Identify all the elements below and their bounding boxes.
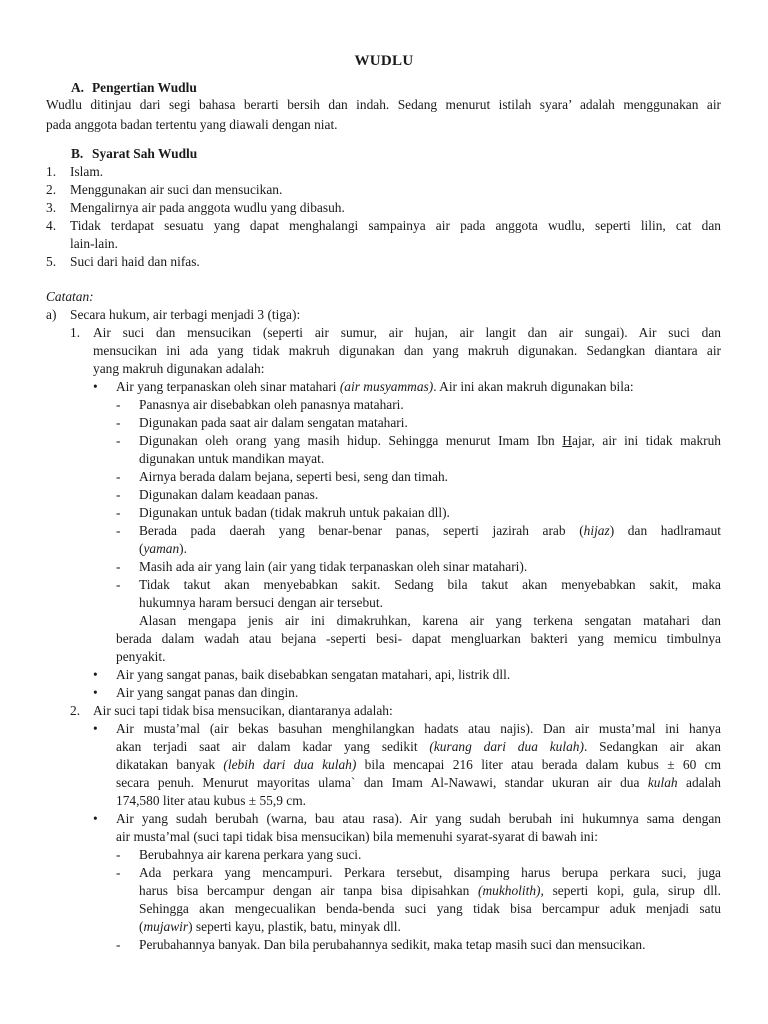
list-item-number: 1. bbox=[46, 164, 57, 179]
bullet-icon: • bbox=[93, 811, 98, 826]
sub-item-text: Panasnya air disebabkan oleh panasnya matahari. bbox=[139, 397, 404, 412]
section-a-marker: A. bbox=[71, 80, 85, 95]
sub-item-text: harus bisa bercampur dengan air tanpa bisa dipisahkan (mukholith), seperti kopi, gula, sirup dll. bbox=[139, 883, 721, 898]
sub-item-text: Sehingga akan mengecualikan benda-benda suci yang tidak bisa bercampur aduk menjadi satu bbox=[139, 901, 721, 916]
bullet-text: Air musta’mal (air bekas basuhan menghilangkan hadats atau najis). Dan air musta’mal ini hanya bbox=[116, 721, 721, 736]
section-a-heading: Pengertian Wudlu bbox=[92, 80, 197, 95]
dash-icon: - bbox=[116, 505, 121, 520]
numbered-item-line: yang makruh digunakan adalah: bbox=[93, 361, 265, 376]
sub-item-text: Airnya berada dalam bejana, seperti besi, seng dan timah. bbox=[139, 469, 448, 484]
dash-icon: - bbox=[116, 577, 121, 592]
bullet-icon: • bbox=[93, 721, 98, 736]
alasan-line: berada dalam wadah atau bejana -seperti besi- dapat mengluarkan bakteri yang memicu timbulnya bbox=[116, 631, 721, 646]
dash-icon: - bbox=[116, 487, 121, 502]
dash-icon: - bbox=[116, 559, 121, 574]
section-b-marker: B. bbox=[71, 146, 84, 161]
dash-icon: - bbox=[116, 847, 121, 862]
list-item-text: Mengalirnya air pada anggota wudlu yang dibasuh. bbox=[70, 200, 345, 215]
sub-item-text: digunakan untuk mandikan mayat. bbox=[139, 451, 325, 466]
sub-item-text: Tidak takut akan menyebabkan sakit. Sedang bila takut akan menyebabkan sakit, maka bbox=[139, 577, 721, 592]
list-item-number: 3. bbox=[46, 200, 57, 215]
bullet-text: secara penuh. Menurut mayoritas ulama` dan Imam Al-Nawawi, standar ukuran air dua kulah adalah bbox=[116, 775, 721, 790]
numbered-item-marker: 2. bbox=[70, 703, 81, 718]
sub-item-text: Digunakan oleh orang yang masih hidup. Sehingga menurut Imam Ibn Hajar, air ini tidak makruh bbox=[139, 433, 721, 448]
catatan-a-text: Secara hukum, air terbagi menjadi 3 (tiga): bbox=[70, 307, 301, 322]
list-item-number: 4. bbox=[46, 218, 57, 233]
section-b-heading: Syarat Sah Wudlu bbox=[92, 146, 198, 161]
section-a-paragraph-line: pada anggota badan tertentu yang diawali dengan niat. bbox=[46, 117, 338, 132]
bullet-text: akan terjadi saat air dalam kadar yang sedikit (kurang dari dua kulah). Sedangkan air akan bbox=[116, 739, 721, 754]
list-item-text: Menggunakan air suci dan mensucikan. bbox=[70, 182, 283, 197]
bullet-icon: • bbox=[93, 379, 98, 394]
sub-item-text: (mujawir) seperti kayu, plastik, batu, minyak dll. bbox=[139, 919, 401, 934]
dash-icon: - bbox=[116, 469, 121, 484]
numbered-item-line: mensucikan ini ada yang tidak makruh digunakan dan yang makruh digunakan. Sedangkan diantara air bbox=[93, 343, 721, 358]
list-item-number: 2. bbox=[46, 182, 57, 197]
list-item-text: lain-lain. bbox=[70, 236, 118, 251]
bullet-text: 174,580 liter atau kubus ± 55,9 cm. bbox=[116, 793, 306, 808]
bullet-icon: • bbox=[93, 667, 98, 682]
sub-item-text: Berubahnya air karena perkara yang suci. bbox=[139, 847, 362, 862]
dash-icon: - bbox=[116, 937, 121, 952]
alasan-line: Alasan mengapa jenis air ini dimakruhkan, karena air yang terkena sengatan matahari dan bbox=[139, 613, 721, 628]
sub-item-text: Perubahannya banyak. Dan bila perubahannya sedikit, maka tetap masih suci dan mensucikan. bbox=[139, 937, 646, 952]
numbered-item-marker: 1. bbox=[70, 325, 81, 340]
sub-item-text: Digunakan dalam keadaan panas. bbox=[139, 487, 319, 502]
bullet-text: Air yang sudah berubah (warna, bau atau rasa). Air yang sudah berubah ini hukumnya sama dengan bbox=[116, 811, 721, 826]
bullet-text: air musta’mal (suci tapi tidak bisa mensucikan) bila memenuhi syarat-syarat di bawah ini: bbox=[116, 829, 598, 844]
sub-item-text: Digunakan untuk badan (tidak makruh untuk pakaian dll). bbox=[139, 505, 450, 520]
bullet-text: Air yang sangat panas dan dingin. bbox=[116, 685, 299, 700]
dash-icon: - bbox=[116, 397, 121, 412]
section-a-paragraph-line: Wudlu ditinjau dari segi bahasa berarti bersih dan indah. Sedang menurut istilah syara’ adalah menggunakan air bbox=[46, 97, 721, 112]
sub-item-text: Berada pada daerah yang benar-benar panas, seperti jazirah arab (hijaz) dan hadlramaut bbox=[139, 523, 721, 538]
dash-icon: - bbox=[116, 865, 121, 880]
numbered-item-line: Air suci tapi tidak bisa mensucikan, diantaranya adalah: bbox=[93, 703, 393, 718]
bullet-text: Air yang sangat panas, baik disebabkan sengatan matahari, api, listrik dll. bbox=[116, 667, 511, 682]
catatan-label: Catatan: bbox=[46, 289, 94, 304]
sub-item-text: hukumnya haram bersuci dengan air tersebut. bbox=[139, 595, 383, 610]
list-item-number: 5. bbox=[46, 254, 57, 269]
numbered-item-line: Air suci dan mensucikan (seperti air sumur, air hujan, air langit dan air sungai). Air suci dan bbox=[93, 325, 721, 340]
dash-icon: - bbox=[116, 523, 121, 538]
bullet-text: dikatakan banyak (lebih dari dua kulah) bila mencapai 216 liter atau berada dalam kubus ± 60 cm bbox=[116, 757, 721, 772]
dash-icon: - bbox=[116, 415, 121, 430]
dash-icon: - bbox=[116, 433, 121, 448]
sub-item-text: (yaman). bbox=[139, 541, 187, 556]
list-item-text: Islam. bbox=[70, 164, 104, 179]
bullet-text: Air yang terpanaskan oleh sinar matahari (air musyammas). Air ini akan makruh digunakan bila: bbox=[116, 379, 634, 394]
alasan-line: penyakit. bbox=[116, 649, 166, 664]
catatan-a-marker: a) bbox=[46, 307, 57, 322]
list-item-text: Suci dari haid dan nifas. bbox=[70, 254, 200, 269]
bullet-icon: • bbox=[93, 685, 98, 700]
sub-item-text: Masih ada air yang lain (air yang tidak terpanaskan oleh sinar matahari). bbox=[139, 559, 528, 574]
sub-item-text: Ada perkara yang mencampuri. Perkara tersebut, disamping harus berupa perkara suci, juga bbox=[139, 865, 721, 880]
sub-item-text: Digunakan pada saat air dalam sengatan matahari. bbox=[139, 415, 408, 430]
list-item-text: Tidak terdapat sesuatu yang dapat menghalangi sampainya air pada anggota wudlu, seperti lilin, cat dan bbox=[70, 218, 721, 233]
document-title: WUDLU bbox=[354, 53, 414, 69]
